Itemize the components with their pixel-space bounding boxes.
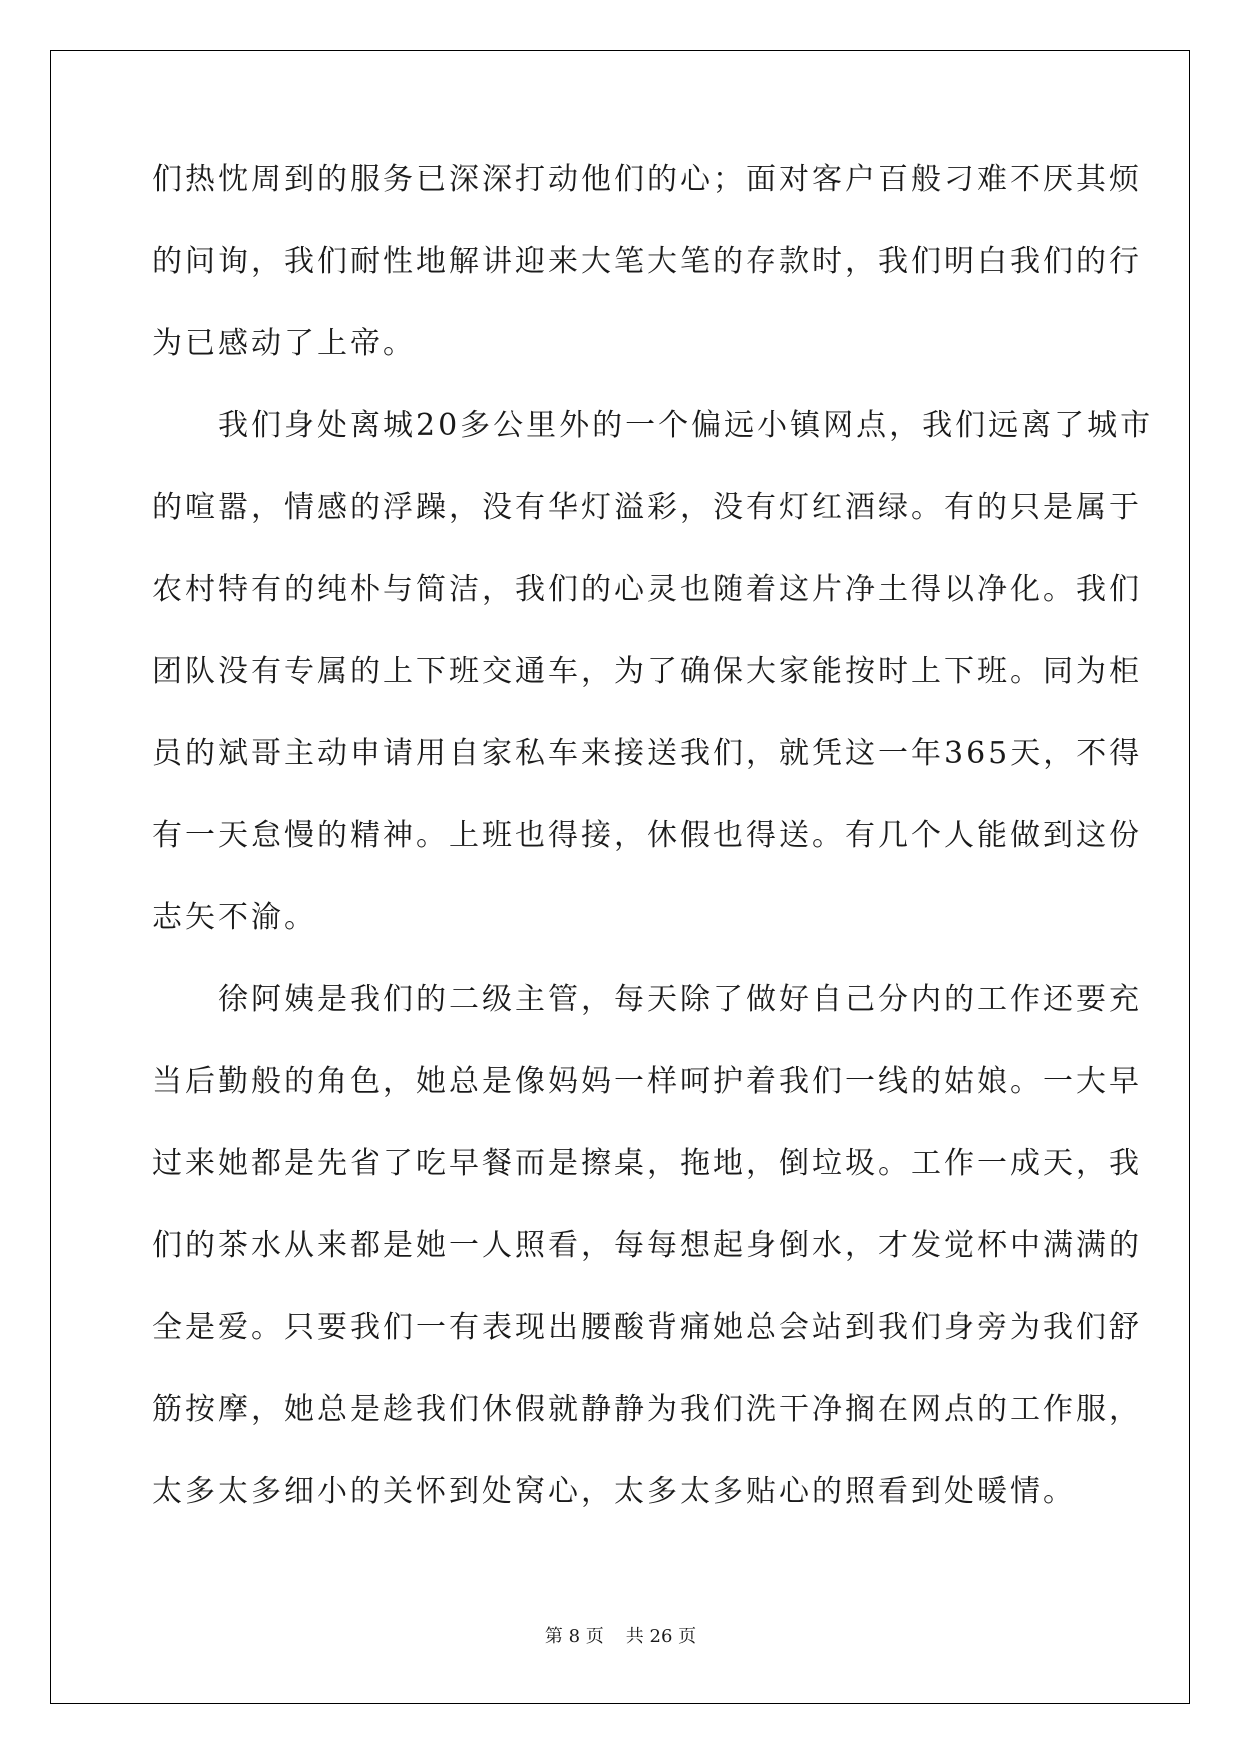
text-line: 志矢不渝。 xyxy=(152,900,317,935)
page-number: 第 8 页 xyxy=(544,1626,604,1647)
page-total: 共 26 页 xyxy=(625,1626,697,1647)
text-line: 太多太多细小的关怀到处窝心，太多太多贴心的照看到处暖情。 xyxy=(152,1474,1076,1509)
text-line: 有一天怠慢的精神。上班也得接，休假也得送。有几个人能做到这份 xyxy=(152,818,1142,853)
text-line: 的喧嚣，情感的浮躁，没有华灯溢彩，没有灯红酒绿。有的只是属于 xyxy=(152,490,1142,525)
text-line: 员的斌哥主动申请用自家私车来接送我们，就凭这一年365天，不得 xyxy=(152,736,1143,771)
text-line: 农村特有的纯朴与简洁，我们的心灵也随着这片净土得以净化。我们 xyxy=(152,572,1142,607)
text-line: 筋按摩，她总是趁我们休假就静静为我们洗干净搁在网点的工作服， xyxy=(152,1392,1142,1427)
text-line: 我们身处离城20多公里外的一个偏远小镇网点，我们远离了城市 xyxy=(152,408,1154,443)
text-line: 当后勤般的角色，她总是像妈妈一样呵护着我们一线的姑娘。一大早 xyxy=(152,1064,1142,1099)
text-line: 过来她都是先省了吃早餐而是擦桌，拖地，倒垃圾。工作一成天，我 xyxy=(152,1146,1142,1181)
text-line: 为已感动了上帝。 xyxy=(152,326,416,361)
text-line: 团队没有专属的上下班交通车，为了确保大家能按时上下班。同为柜 xyxy=(152,654,1142,689)
text-line: 的问询，我们耐性地解讲迎来大笔大笔的存款时，我们明白我们的行 xyxy=(152,244,1142,279)
text-line: 徐阿姨是我们的二级主管，每天除了做好自己分内的工作还要充 xyxy=(152,982,1142,1017)
document-body xyxy=(152,162,1154,1556)
text-line: 们热忱周到的服务已深深打动他们的心；面对客户百般刁难不厌其烦 xyxy=(152,162,1142,197)
text-line: 全是爱。只要我们一有表现出腰酸背痛她总会站到我们身旁为我们舒 xyxy=(152,1310,1142,1345)
text-line: 们的茶水从来都是她一人照看，每每想起身倒水，才发觉杯中满满的 xyxy=(152,1228,1142,1263)
page-footer xyxy=(0,1622,1241,1648)
